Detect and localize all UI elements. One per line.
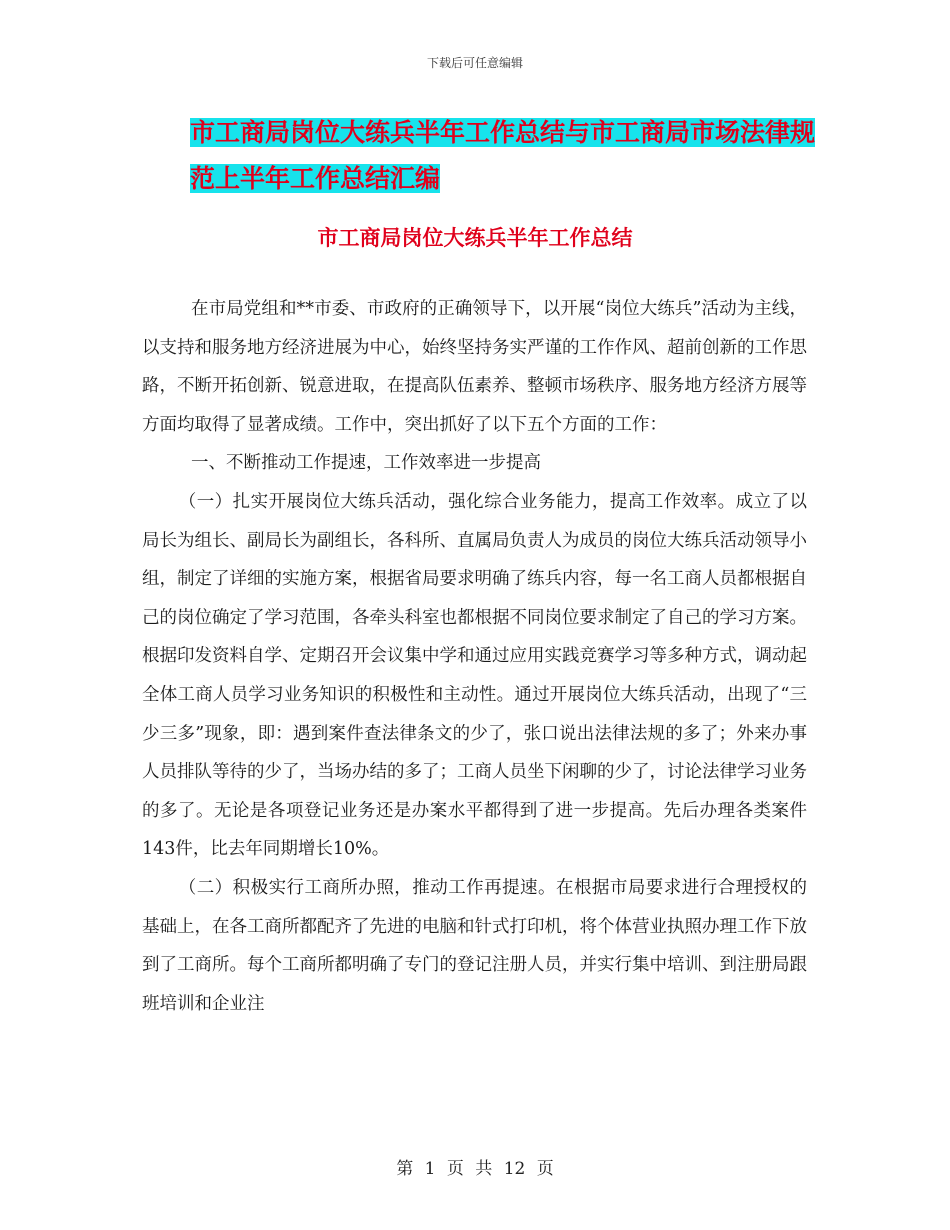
document-title <box>190 110 820 202</box>
document-body <box>142 290 807 1023</box>
paragraph-intro: 在市局党组和**市委、市政府的正确领导下，以开展“岗位大练兵”活动为主线，以支持和服务地方经济进展为中心，始终坚持务实严谨的工作作风、超前创新的工作思路，不断开拓创新、锐意进取，在提高队伍素养、整顿市场秩序、服务地方经济方展等方面均取得了显著成绩。工作中，突出抓好了以下五个方面的工作： <box>142 299 807 435</box>
section-title: 市工商局岗位大练兵半年工作总结 <box>317 225 633 250</box>
paragraph-heading-1: 一、不断推动工作提速，工作效率进一步提高 <box>191 453 541 474</box>
page-footer: 第 1 页 共 12 页 <box>396 1159 554 1179</box>
document-title-text: 市工商局岗位大练兵半年工作总结与市工商局市场法律规范上半年工作总结汇编 <box>190 118 816 193</box>
header-note: 下载后可任意编辑 <box>426 56 523 70</box>
paragraph-item-1: （一）扎实开展岗位大练兵活动，强化综合业务能力，提高工作效率。成立了以局长为组长、副局长为副组长，各科所、直属局负责人为成员的岗位大练兵活动领导小组，制定了详细的实施方案，根据省局要求明确了练兵内容，每一名工商人员都根据自己的岗位确定了学习范围，各牵头科室也都根据不同岗位要求制定了自己的学习方案。根据印发资料自学、定期召开会议集中学和通过应用实践竞赛学习等多种方式，调动起全体工商人员学习业务知识的积极性和主动性。通过开展岗位大练兵活动，出现了“三少三多”现象，即：遇到案件查法律条文的少了，张口说出法律法规的多了；外来办事人员排队等待的少了，当场办结的多了；工商人员坐下闲聊的少了，讨论法律学习业务的多了。无论是各项登记业务还是办案水平都得到了进一步提高。先后办理各类案件143件，比去年同期增长10%。 <box>142 491 807 860</box>
paragraph-item-2: （二）积极实行工商所办照，推动工作再提速。在根据市局要求进行合理授权的基础上，在各工商所都配齐了先进的电脑和针式打印机，将个体营业执照办理工作下放到了工商所。每个工商所都明确了专门的登记注册人员，并实行集中培训、到注册局跟班培训和企业注 <box>142 877 807 1014</box>
